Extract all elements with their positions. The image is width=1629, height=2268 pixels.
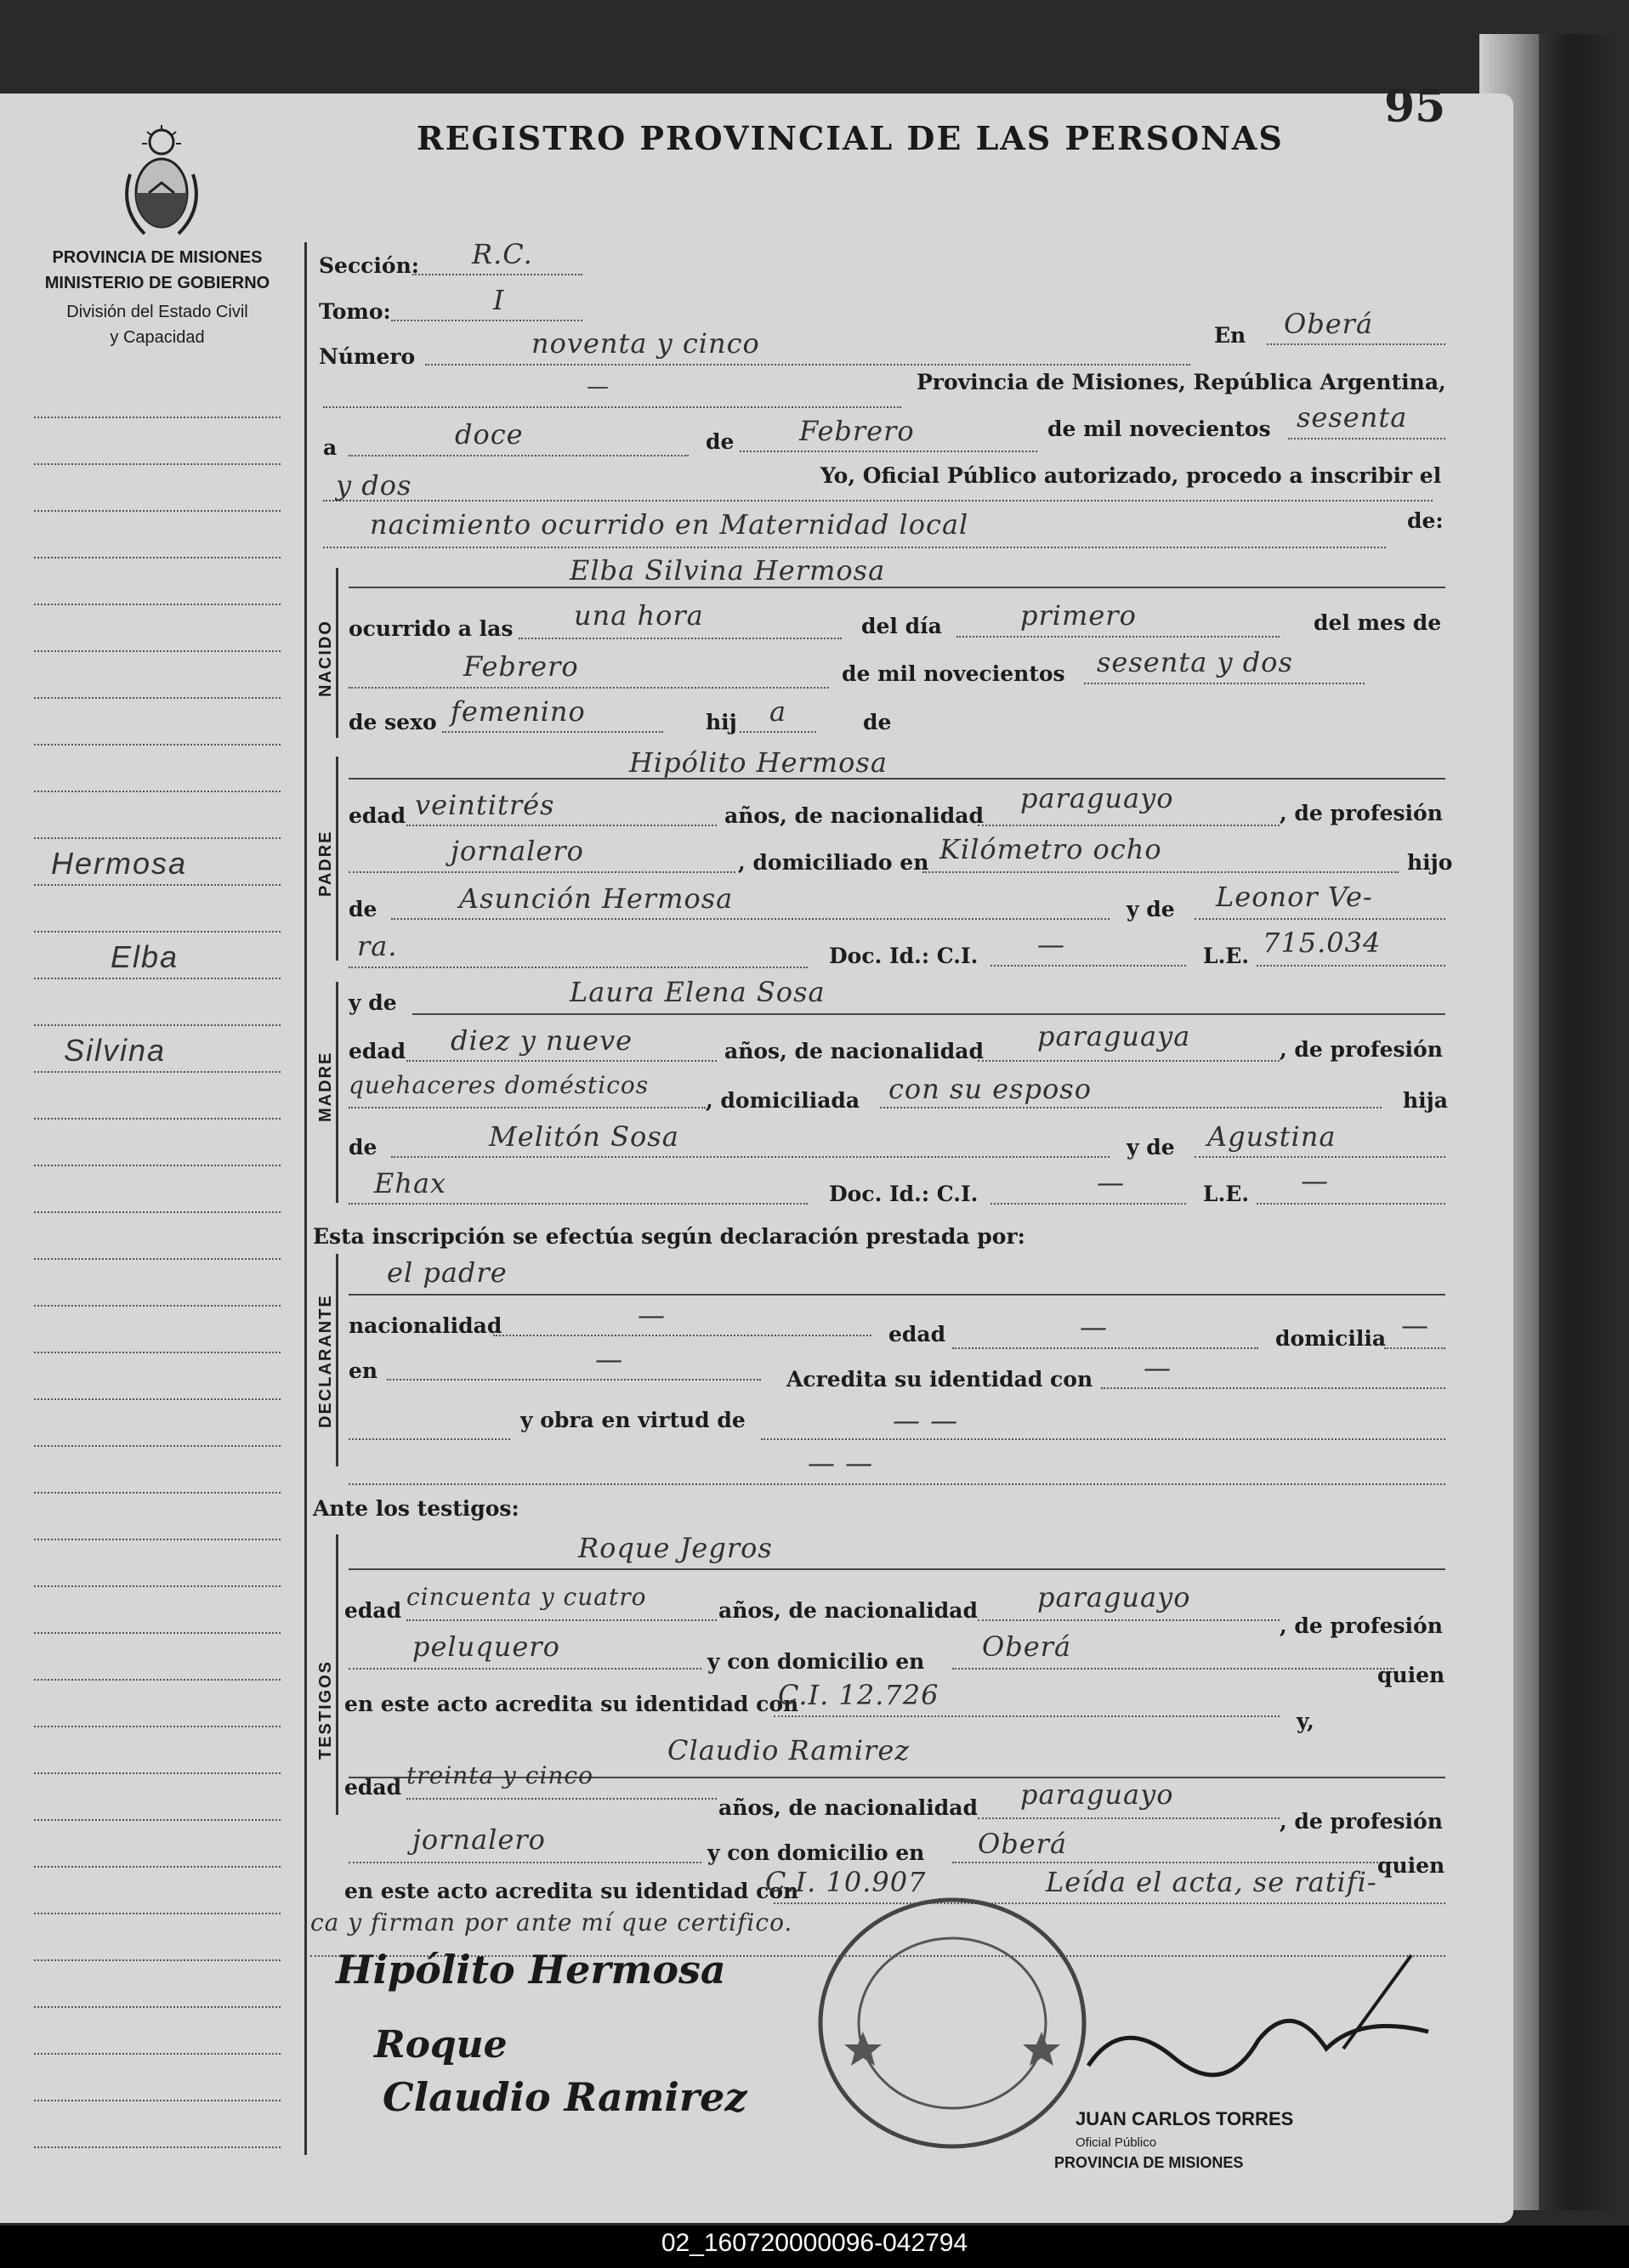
label-domicilio-t2: y con domicilio en	[707, 1840, 925, 1865]
signature-testigo-1: Roque	[374, 2023, 508, 2067]
value-madre-prof: quehaceres domésticos	[349, 1071, 650, 1099]
value-nacimiento: nacimiento ocurrido en Maternidad local	[370, 508, 969, 541]
label-esta-inscripcion: Esta inscripción se efectúa según declaración prestada por:	[313, 1224, 1025, 1249]
label-edad-t1: edad	[344, 1598, 402, 1623]
label-prof-padre: , de profesión	[1280, 801, 1443, 825]
label-anos-nac-padre: años, de nacionalidad	[724, 803, 984, 828]
label-prof-madre: , de profesión	[1280, 1037, 1443, 1062]
value-padre-prof: jornalero	[451, 835, 584, 867]
value-madre-le: —	[1301, 1165, 1329, 1197]
value-testigo-1: Roque Jegros	[578, 1532, 773, 1564]
value-abuela-2: ra.	[357, 930, 398, 962]
value-padre-nombre: Hipólito Hermosa	[629, 746, 888, 779]
label-tomo: Tomo:	[319, 299, 391, 324]
value-seccion: R.C.	[472, 238, 533, 270]
label-prof-t2: , de profesión	[1280, 1809, 1443, 1834]
label-le-madre: L.E.	[1203, 1182, 1250, 1206]
officer-signature	[1071, 1947, 1445, 2091]
label-de-3: de	[349, 897, 377, 921]
value-abuelo: Asunción Hermosa	[459, 882, 734, 915]
signature-padre: Hipólito Hermosa	[336, 1947, 726, 1993]
label-hij: hij	[706, 710, 737, 734]
label-anos-nac-t1: años, de nacionalidad	[718, 1598, 978, 1623]
value-madre-ci: —	[1097, 1166, 1125, 1199]
value-numero: noventa y cinco	[531, 327, 760, 360]
officer-province: PROVINCIA DE MISIONES	[1054, 2154, 1244, 2171]
side-label-declarante: DECLARANTE	[316, 1294, 335, 1428]
main-vertical-rule	[304, 242, 307, 2155]
label-domiciliado: , domiciliado en	[738, 850, 929, 875]
officer-title: Oficial Público	[1076, 2135, 1157, 2150]
value-t1-edad: cincuenta y cuatro	[406, 1583, 647, 1611]
label-quien-1: quien	[1377, 1663, 1445, 1687]
label-y-de-2: y de	[349, 990, 397, 1015]
side-label-padre: PADRE	[316, 830, 335, 897]
label-ocurrido: ocurrido a las	[349, 616, 514, 641]
value-t2-edad: treinta y cinco	[406, 1761, 593, 1789]
label-oficial: Yo, Oficial Público autorizado, procedo a inscribir el	[820, 463, 1442, 488]
value-abuela-m-2: Ehax	[374, 1167, 447, 1199]
label-edad-t2: edad	[344, 1775, 402, 1800]
footer-id: 02_160720000096-042794	[661, 2229, 968, 2257]
label-y-coma: y,	[1297, 1709, 1314, 1733]
side-label-testigos: TESTIGOS	[316, 1659, 335, 1760]
label-domiciliada: , domiciliada	[706, 1088, 860, 1113]
value-madre-edad: diez y nueve	[451, 1024, 633, 1057]
label-obra: y obra en virtud de	[520, 1408, 746, 1432]
province-line-1: PROVINCIA DE MISIONES	[52, 248, 263, 267]
declarante-rule	[336, 1254, 338, 1466]
value-declarante: el padre	[387, 1256, 508, 1289]
label-del-mes: del mes de	[1314, 610, 1442, 635]
value-dash-1: —	[587, 374, 610, 400]
value-decl-dom: —	[1401, 1309, 1429, 1341]
province-line-4: y Capacidad	[110, 328, 205, 347]
nacido-rule	[336, 568, 338, 738]
value-firman: ca y firman por ante mí que certifico.	[310, 1908, 793, 1936]
label-sexo: de sexo	[349, 710, 437, 734]
value-padre-le: 715.034	[1263, 927, 1382, 959]
province-line-2: MINISTERIO DE GOBIERNO	[44, 274, 270, 292]
value-hij: a	[769, 695, 787, 728]
label-edad-padre: edad	[349, 803, 406, 828]
value-abuela-1: Leonor Ve-	[1216, 881, 1373, 913]
margin-surname: Hermosa	[51, 846, 188, 881]
label-de-mil-novecientos: de mil novecientos	[842, 661, 1065, 686]
padre-rule	[336, 757, 338, 961]
value-t1-prof: peluquero	[412, 1630, 560, 1663]
value-padre-edad: veintitrés	[415, 789, 555, 821]
label-y-de-3: y de	[1127, 1135, 1175, 1160]
value-nombre: Elba Silvina Hermosa	[570, 554, 886, 587]
value-madre-dom: con su esposo	[888, 1073, 1092, 1105]
coat-of-arms-icon	[115, 123, 208, 247]
label-en-este-acto-1: en este acto acredita su identidad con	[344, 1692, 799, 1716]
label-doc-id-madre: Doc. Id.: C.I.	[829, 1182, 979, 1206]
signature-testigo-2: Claudio Ramirez	[383, 2074, 747, 2120]
value-hora: una hora	[574, 599, 704, 632]
value-decl-acredita: —	[1144, 1352, 1172, 1384]
value-abuela-m-1: Agustina	[1207, 1120, 1337, 1153]
label-a: a	[323, 435, 338, 460]
value-dia-nac: primero	[1020, 599, 1137, 632]
label-de: de	[706, 429, 735, 454]
value-tomo: I	[493, 284, 505, 316]
label-en-este-acto-2: en este acto acredita su identidad con	[344, 1879, 799, 1903]
label-anos-nac-t2: años, de nacionalidad	[718, 1795, 978, 1820]
label-y-de-1: y de	[1127, 897, 1175, 921]
label-quien-2: quien	[1377, 1853, 1445, 1878]
label-edad-madre: edad	[349, 1039, 406, 1063]
margin-name-2: Silvina	[64, 1033, 167, 1068]
label-ante-testigos: Ante los testigos:	[313, 1496, 519, 1521]
value-abuelo-m: Melitón Sosa	[489, 1120, 679, 1153]
value-decl-obra-2: — —	[808, 1447, 874, 1479]
label-le-padre: L.E.	[1203, 944, 1250, 968]
label-de-4: de	[349, 1135, 377, 1160]
value-padre-nac: paraguayo	[1020, 782, 1174, 814]
value-anio-1: sesenta	[1297, 401, 1408, 434]
value-t2-ci: C.I. 10.907	[765, 1866, 927, 1898]
value-lugar: Oberá	[1284, 308, 1374, 340]
value-dia: doce	[455, 418, 524, 451]
value-decl-nac: —	[638, 1299, 666, 1331]
label-mil-novecientos: de mil novecientos	[1047, 417, 1271, 441]
side-label-nacido: NACIDO	[316, 620, 335, 697]
value-anio-2: y dos	[336, 469, 412, 502]
label-de-colon: de:	[1407, 508, 1444, 533]
label-hijo: hijo	[1407, 850, 1453, 875]
label-en: En	[1214, 323, 1246, 348]
label-seccion: Sección:	[319, 253, 419, 278]
value-mes-nac: Febrero	[463, 650, 579, 683]
value-t2-prof: jornalero	[412, 1823, 546, 1856]
value-t1-nac: paraguayo	[1037, 1581, 1191, 1613]
value-t1-dom: Oberá	[982, 1630, 1072, 1663]
value-sexo: femenino	[451, 695, 586, 728]
value-padre-ci: —	[1037, 928, 1065, 961]
side-label-madre: MADRE	[316, 1051, 335, 1122]
value-madre-nombre: Laura Elena Sosa	[570, 976, 826, 1008]
book-binding	[1530, 34, 1629, 2210]
value-t2-nac: paraguayo	[1020, 1778, 1174, 1811]
value-testigo-2: Claudio Ramirez	[667, 1734, 911, 1766]
label-domicilio-t1: y con domicilio en	[707, 1649, 925, 1674]
province-line-3: División del Estado Civil	[66, 303, 248, 321]
label-provincia: Provincia de Misiones, República Argentina,	[917, 370, 1446, 394]
label-doc-id-padre: Doc. Id.: C.I.	[829, 944, 979, 968]
label-edad-decl: edad	[888, 1322, 946, 1347]
official-stamp	[812, 1891, 1093, 2155]
label-del-dia: del día	[861, 614, 942, 638]
value-decl-edad: —	[1080, 1311, 1108, 1343]
value-t2-dom: Oberá	[978, 1828, 1068, 1860]
label-anos-nac-madre: años, de nacionalidad	[724, 1039, 984, 1063]
value-madre-nac: paraguaya	[1037, 1020, 1191, 1052]
label-en-decl: en	[349, 1358, 378, 1383]
page-title: REGISTRO PROVINCIAL DE LAS PERSONAS	[417, 119, 1284, 157]
label-de-2: de	[863, 710, 892, 734]
label-acredita: Acredita su identidad con	[786, 1367, 1093, 1392]
value-decl-obra: — —	[893, 1404, 959, 1437]
label-nacionalidad: nacionalidad	[349, 1313, 502, 1338]
madre-rule	[336, 982, 338, 1203]
page-number: 95	[1384, 81, 1446, 133]
value-padre-dom: Kilómetro ocho	[939, 833, 1162, 865]
value-t1-ci: C.I. 12.726	[778, 1679, 939, 1711]
label-prof-t1: , de profesión	[1280, 1613, 1443, 1638]
value-mes: Febrero	[799, 415, 915, 447]
value-leida: Leída el acta, se ratifi-	[1046, 1866, 1377, 1898]
label-hija: hija	[1403, 1088, 1448, 1113]
value-decl-en: —	[595, 1343, 623, 1375]
officer-name: JUAN CARLOS TORRES	[1076, 2108, 1294, 2129]
testigos-rule	[336, 1534, 338, 1815]
value-anio-nac: sesenta y dos	[1097, 646, 1293, 678]
label-domicilia: domicilia	[1275, 1326, 1387, 1351]
label-numero: Número	[319, 344, 416, 369]
margin-name-1: Elba	[111, 939, 179, 974]
